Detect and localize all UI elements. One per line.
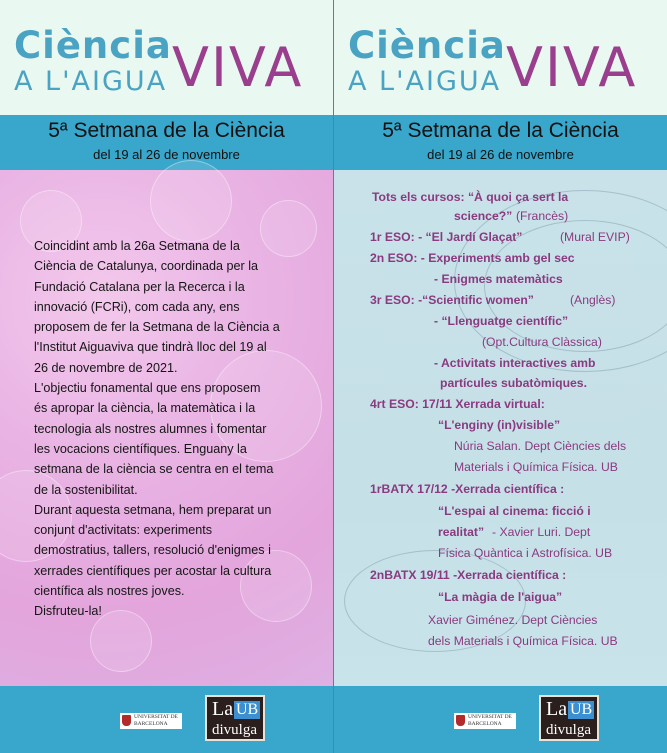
logo-a-laigua: A L'AIGUA <box>348 66 502 97</box>
footer <box>334 686 667 753</box>
activity-line: 2nBATX 19/11 -Xerrada científica : <box>370 568 567 582</box>
intro-line: Durant aquesta setmana, hem preparat un <box>34 502 272 517</box>
intro-line: Fundació Catalana per la Recerca i la <box>34 279 245 294</box>
decor-bubble <box>150 160 232 242</box>
activity-note: Núria Salan. Dept Ciències dels <box>454 439 627 453</box>
activity-note: (Opt.Cultura Clàssica) <box>482 335 602 349</box>
event-title: 5ª Setmana de la Ciència <box>48 119 285 142</box>
intro-line: l'Institut Aiguaviva que tindrà lloc del 19 al <box>34 340 267 355</box>
ub-shield-icon <box>456 715 465 726</box>
footer <box>0 686 333 753</box>
activity-line: “L'espai al cinema: ficció i <box>438 504 591 518</box>
activity-line: “La màgia de l'aigua” <box>438 590 563 604</box>
activity-note: Xavier Giménez. Dept Ciències <box>428 613 598 627</box>
intro-line: innovació (FCRi), com cada any, ens <box>34 299 240 314</box>
title-band <box>0 115 333 170</box>
intro-line: és apropar la ciència, la matemàtica i la <box>34 401 256 416</box>
laub-divulga-logo <box>539 695 599 741</box>
ub-shield-icon <box>122 715 131 726</box>
left-panel <box>0 0 333 753</box>
activity-note: (Francès) <box>516 209 569 223</box>
intro-paragraph <box>34 236 310 622</box>
ub-logo-text <box>134 714 178 728</box>
intro-line: tecnologia als nostres alumnes i fomentar <box>34 421 267 436</box>
activity-line: - “Llenguatge científic” <box>434 314 569 328</box>
activity-line: science?” <box>454 209 513 223</box>
header-logo <box>0 0 333 115</box>
logo-viva: VIVA <box>172 36 304 99</box>
activity-line: 1r ESO: - “El Jardí Glaçat” <box>370 230 523 244</box>
intro-line: Coincidint amb la 26a Setmana de la <box>34 239 240 253</box>
activity-line: 4rt ESO: 17/11 Xerrada virtual: <box>370 397 545 411</box>
intro-line: de la sostenibilitat. <box>34 482 138 497</box>
divulga-word: divulga <box>546 722 591 738</box>
intro-body <box>0 170 333 686</box>
logo-ciencia: Ciència <box>14 24 172 67</box>
intro-line: setmana de la ciència se centra en el tema <box>34 462 274 477</box>
logo-a-laigua: A L'AIGUA <box>14 66 168 97</box>
intro-line: 26 de novembre de 2021. <box>34 360 178 375</box>
ub-line1: UNIVERSITAT DE <box>134 714 178 720</box>
ub-line2: BARCELONA <box>134 721 168 727</box>
intro-line: científica als nostres joves. <box>34 584 185 599</box>
activity-note: Materials i Química Física. UB <box>454 460 618 474</box>
activity-line: “L'enginy (in)visible” <box>438 418 561 432</box>
activity-line: - Enigmes matemàtics <box>434 272 563 286</box>
activity-note: dels Materials i Química Física. UB <box>428 634 618 648</box>
event-dates: del 19 al 26 de novembre <box>93 147 240 162</box>
ub-line1: UNIVERSITAT DE <box>468 714 512 720</box>
intro-line: Disfruteu-la! <box>34 604 102 619</box>
activity-note: Física Quàntica i Astrofísica. UB <box>438 546 613 560</box>
intro-line: conjunt d'activitats: experiments <box>34 523 213 538</box>
intro-line: demostratius, tallers, resolució d'enigmes i <box>34 543 271 558</box>
activity-note: - Xavier Luri. Dept <box>492 525 591 539</box>
right-panel <box>334 0 667 753</box>
divulga-ub: UB <box>236 701 259 718</box>
universitat-barcelona-logo <box>454 713 516 729</box>
divulga-ub: UB <box>570 701 593 718</box>
ub-line2: BARCELONA <box>468 721 502 727</box>
ub-logo-text <box>468 714 512 728</box>
activity-line: 2n ESO: - Experiments amb gel sec <box>370 251 575 265</box>
intro-line: les vocacions científiques. Enguany la <box>34 441 247 456</box>
activity-line: realitat” <box>438 525 485 539</box>
activity-note: (Anglès) <box>570 293 616 307</box>
header-logo <box>334 0 667 115</box>
activities-body <box>334 170 667 686</box>
event-title: 5ª Setmana de la Ciència <box>382 119 619 142</box>
intro-line: L'objectiu fonamental que ens proposem <box>34 381 261 396</box>
universitat-barcelona-logo <box>120 713 182 729</box>
logo-viva: VIVA <box>506 36 638 99</box>
laub-divulga-logo <box>205 695 265 741</box>
event-dates: del 19 al 26 de novembre <box>427 147 574 162</box>
intro-line: xerrades científiques per acostar la cultura <box>34 563 272 578</box>
activity-line: - Activitats interactives amb <box>434 356 596 370</box>
divulga-la: La <box>212 698 234 720</box>
logo-ciencia: Ciència <box>348 24 506 67</box>
activity-line: partícules subatòmiques. <box>440 376 587 390</box>
title-band <box>334 115 667 170</box>
activity-line: Tots els cursos: “À quoi ça sert la <box>372 190 569 204</box>
activity-line: 1rBATX 17/12 -Xerrada científica : <box>370 482 565 496</box>
activity-note: (Mural EVIP) <box>560 230 630 244</box>
activity-line: 3r ESO: -“Scientific women” <box>370 293 534 307</box>
intro-line: proposem de fer la Setmana de la Ciència a <box>34 320 280 335</box>
divulga-word: divulga <box>212 722 257 738</box>
intro-line: Ciència de Catalunya, coordinada per la <box>34 259 259 274</box>
divulga-la: La <box>546 698 568 720</box>
